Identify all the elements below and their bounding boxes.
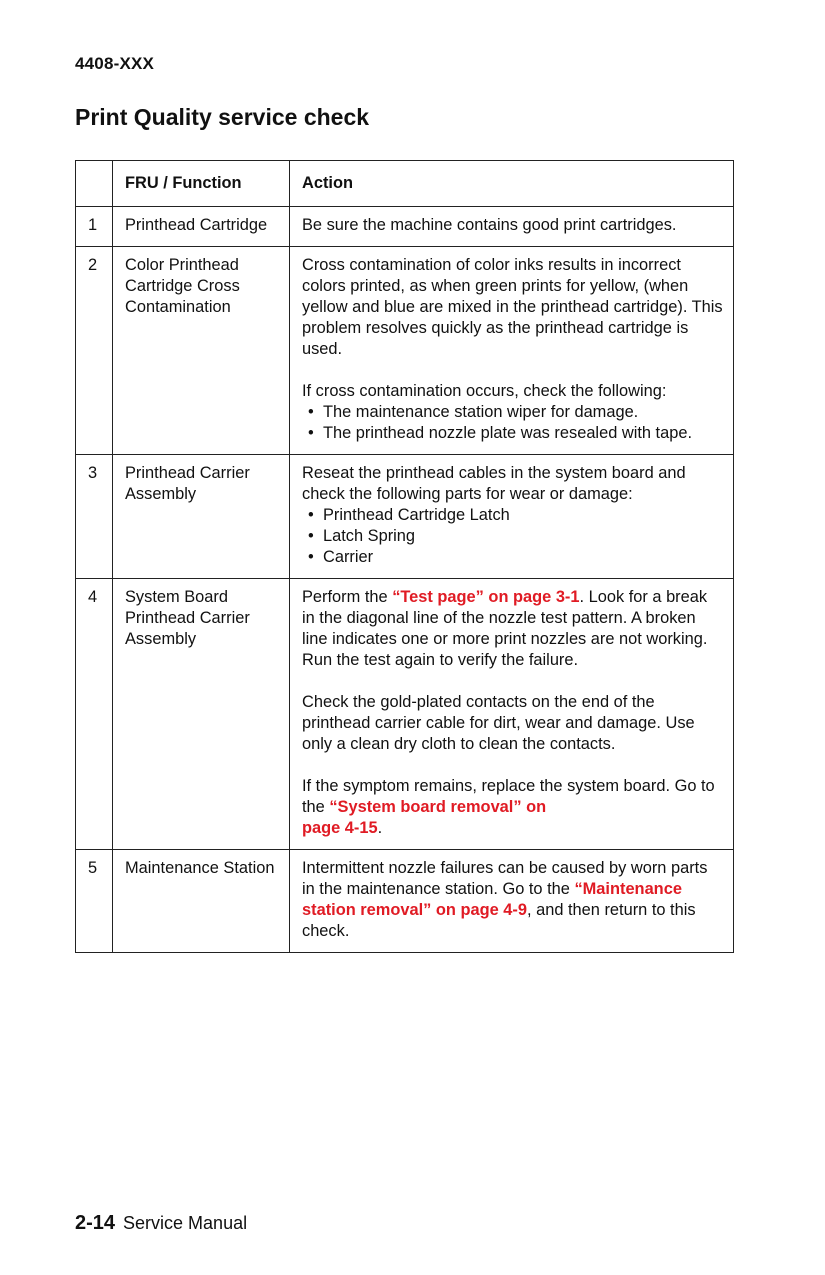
table-row — [76, 247, 734, 455]
action-text: Check the gold-plated contacts on the end of the printhead carrier cable for dirt, wear and damage. Use only a clean dry cloth to clean the contacts. — [302, 693, 695, 753]
table-row — [76, 850, 734, 953]
column-header-step — [76, 161, 113, 207]
step-number: 5 — [76, 850, 113, 953]
service-check-table — [75, 160, 734, 953]
action-cell — [290, 247, 734, 455]
table-header-row — [76, 161, 734, 207]
fru-name: System Board Printhead Carrier Assembly — [113, 579, 290, 850]
text-run: If the symptom remains, replace the system board. Go to the — [302, 777, 715, 816]
text-run: Intermittent nozzle failures can be caused by worn parts in the maintenance station. Go to the — [302, 859, 708, 898]
table-row — [76, 207, 734, 247]
list-item: • The printhead nozzle plate was resealed with tape. — [302, 423, 723, 444]
step-number: 4 — [76, 579, 113, 850]
table-row — [76, 579, 734, 850]
column-header-action: Action — [290, 161, 734, 207]
action-text — [302, 858, 723, 942]
test-page-link[interactable]: “Test page” on page 3-1 — [392, 588, 580, 606]
text-run: , and then return to this check. — [302, 901, 696, 940]
step-number: 3 — [76, 455, 113, 579]
action-cell — [290, 207, 734, 247]
fru-name: Color Printhead Cartridge Cross Contamination — [113, 247, 290, 455]
action-text: Cross contamination of color inks results in incorrect colors printed, as when green prints for yellow, (when yellow and blue are mixed in the printhead cartridge). This problem resolves quickly as the printhead cartridge is used. — [302, 256, 723, 358]
list-item: • The maintenance station wiper for damage. — [302, 402, 723, 423]
list-item: • Printhead Cartridge Latch — [302, 505, 723, 526]
page-number: 2-14 — [75, 1212, 116, 1234]
text-run: . — [377, 819, 383, 837]
document-code: 4408-XXX — [75, 54, 155, 73]
action-text: If cross contamination occurs, check the following: — [302, 382, 667, 400]
text-run: Perform the — [302, 588, 393, 606]
link-text: “System board removal” on — [329, 798, 547, 816]
table-row — [76, 455, 734, 579]
action-text: Reseat the printhead cables in the system board and check the following parts for wear or damage: — [302, 464, 686, 503]
column-header-fru: FRU / Function — [113, 161, 290, 207]
list-item: • Carrier — [302, 547, 723, 568]
maintenance-station-removal-link[interactable]: “Maintenance station removal” on page 4-9 — [302, 880, 682, 919]
link-text: page 4-15 — [302, 819, 378, 837]
fru-name: Maintenance Station — [113, 850, 290, 953]
action-text — [302, 587, 723, 671]
action-cell — [290, 579, 734, 850]
action-text: Be sure the machine contains good print cartridges. — [302, 216, 677, 234]
page-title: Print Quality service check — [75, 104, 370, 130]
fru-name: Printhead Cartridge — [113, 207, 290, 247]
system-board-removal-link[interactable] — [302, 798, 546, 837]
list-item: • Latch Spring — [302, 526, 723, 547]
action-cell — [290, 455, 734, 579]
text-run: . Look for a break in the diagonal line of the nozzle test pattern. A broken line indicates one or more print nozzles are not working. Run the test again to verify the failure. — [302, 588, 708, 669]
step-number: 2 — [76, 247, 113, 455]
step-number: 1 — [76, 207, 113, 247]
action-cell — [290, 850, 734, 953]
action-text — [302, 776, 723, 839]
check-list — [302, 402, 723, 444]
fru-name: Printhead Carrier Assembly — [113, 455, 290, 579]
parts-list — [302, 505, 723, 568]
page-footer — [75, 1212, 247, 1235]
manual-name: Service Manual — [123, 1213, 248, 1233]
